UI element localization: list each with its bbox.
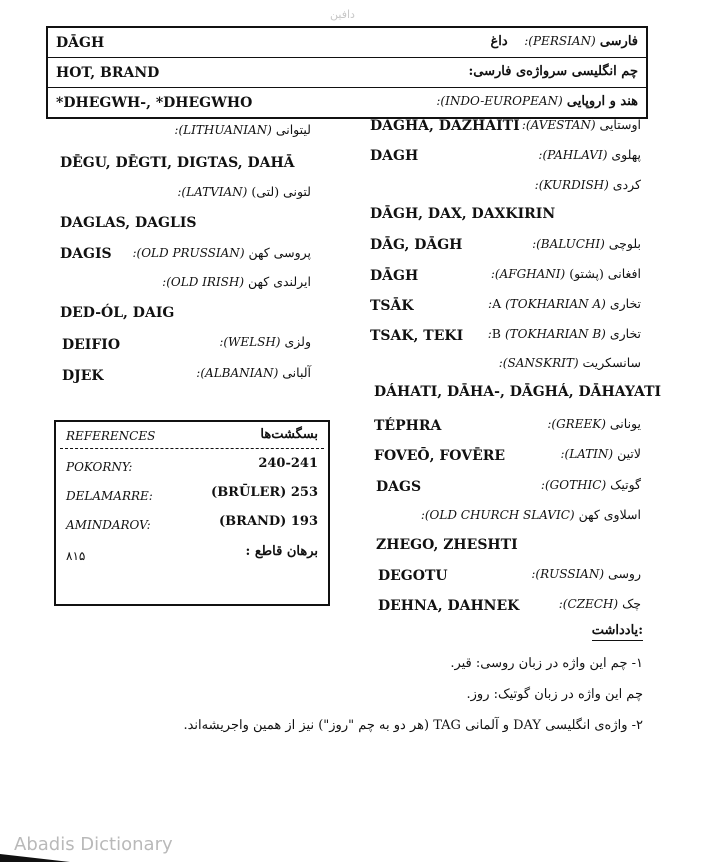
word-fa: داغ <box>490 34 508 49</box>
lang-old-irish: ایرلندی کهن (OLD IRISH): <box>162 274 311 289</box>
lang-czech: چک (CZECH): <box>558 596 641 611</box>
lang-sanskrit: سانسکریت (SANSKRIT): <box>498 355 641 370</box>
header-row-ie <box>48 88 646 117</box>
note-line: ۲- واژه‌ی انگلیسی DAY و آلمانی TAG (هر دو به چم "روز") نیز از همین واجریشه‌اند. <box>183 718 643 733</box>
ref-name: ۸۱۵ <box>66 549 86 563</box>
meaning-label: چم انگلیسی سرواژه‌ی فارسی: <box>468 64 638 79</box>
persian-entry <box>491 34 638 49</box>
lang-pahlavi: پهلوی (PAHLAVI): <box>538 147 641 162</box>
term-old-prussian: DAGIS <box>60 246 112 262</box>
ref-value: 240-241 <box>258 456 318 471</box>
page-corner <box>0 854 70 862</box>
term-latvian: DAGLAS, DAGLIS <box>60 215 197 231</box>
term-tokharian-a: TSĀK <box>370 298 414 314</box>
term-czech: DEHNA, DAHNEK <box>378 598 520 614</box>
term-old-church-slavic: ZHEGO, ZHESHTI <box>376 537 518 553</box>
lang-tokharian-b: تخاری B (TOKHARIAN B): <box>487 326 641 341</box>
lang-latvian: لتونی (لتی) (LATVIAN): <box>177 184 311 199</box>
term-greek: TÉPHRA <box>374 418 442 434</box>
word-en: DĀGH <box>56 35 105 51</box>
term-lithuanian: DĒGU, DĒGTI, DIGTAS, DAHĀ <box>60 155 295 171</box>
header-row-meaning <box>48 58 646 88</box>
term-tokharian-b: TSAK, TEKI <box>370 328 464 344</box>
ref-name: AMINDAROV: <box>66 518 151 532</box>
lang-russian: روسی (RUSSIAN): <box>531 566 641 581</box>
lang-latin: لاتین (LATIN): <box>560 446 641 461</box>
ie-root: *DHEGWH-, *DHEGWHO <box>56 95 253 111</box>
lang-afghani: افغانی (پشتو) (AFGHANI): <box>490 266 641 281</box>
ref-name: POKORNY: <box>66 460 133 474</box>
term-pahlavi: DAGH <box>370 148 419 164</box>
term-old-irish: DED-ÓL, DAIG <box>60 305 175 321</box>
ref-value: (BRŪLER) 253 <box>211 485 318 500</box>
lang-old-prussian: پروسی کهن (OLD PRUSSIAN): <box>132 245 311 260</box>
lang-baluchi: بلوچی (BALUCHI): <box>532 236 641 251</box>
note-line: ۱- چم این واژه در زبان روسی: قیر. <box>450 656 643 671</box>
lang-avestan: اوستایی (AVESTAN): <box>521 117 641 132</box>
lang-gothic: گوتیک (GOTHIC): <box>540 477 641 492</box>
term-sanskrit: DÁHATI, DĀHA-, DĀGHÁ, DĀHAYATI <box>374 384 662 400</box>
lang-welsh: ولزی (WELSH): <box>219 334 311 349</box>
term-gothic: DAGS <box>376 479 422 495</box>
lang-lithuanian: لیتوانی (LITHUANIAN): <box>174 122 311 137</box>
references-box <box>54 420 330 606</box>
notes-heading: یادداشت: <box>592 623 643 641</box>
note-line: چم این واژه در زبان گوتیک: روز. <box>466 687 643 702</box>
footer-brand: Abadis Dictionary <box>14 834 173 855</box>
header-box <box>46 26 648 119</box>
term-russian: DEGOTU <box>378 568 448 584</box>
ref-name: DELAMARRE: <box>66 489 153 503</box>
term-latin: FOVEŌ, FOVĒRE <box>374 448 506 464</box>
lang-kurdish: کردی (KURDISH): <box>534 177 641 192</box>
lang-greek: یونانی (GREEK): <box>547 416 641 431</box>
term-avestan: DAGHA, DAZHAITI <box>370 118 520 134</box>
references-title-en: REFERENCES <box>66 429 156 443</box>
meaning-en: HOT, BRAND <box>56 65 160 81</box>
term-albanian: DJEK <box>62 368 104 384</box>
term-kurdish: DĀGH, DAX, DAXKIRIN <box>370 206 556 222</box>
references-title-fa: بسگشت‌ها <box>260 427 318 442</box>
term-afghani: DĀGH <box>370 268 419 284</box>
lang-albanian: آلبانی (ALBANIAN): <box>196 365 311 380</box>
lang-tokharian-a: تخاری A (TOKHARIAN A): <box>488 296 641 311</box>
term-welsh: DEIFIO <box>62 337 121 353</box>
persian-label: فارسی <box>599 34 638 49</box>
ref-value: (BRAND) 193 <box>219 514 318 529</box>
term-baluchi: DĀG, DĀGH <box>370 237 463 253</box>
ref-value: برهان قاطع : <box>245 544 318 559</box>
references-divider <box>60 448 324 449</box>
lang-old-church-slavic: اسلاوی کهن (OLD CHURCH SLAVIC): <box>420 507 641 522</box>
header-row-word <box>48 28 646 58</box>
persian-lang: (PERSIAN): <box>524 34 596 48</box>
ie-lang: (INDO-EUROPEAN): <box>436 94 563 108</box>
ie-entry <box>436 94 638 109</box>
watermark: دافین <box>330 8 355 21</box>
ie-label: هند و اروپایی <box>566 94 638 109</box>
